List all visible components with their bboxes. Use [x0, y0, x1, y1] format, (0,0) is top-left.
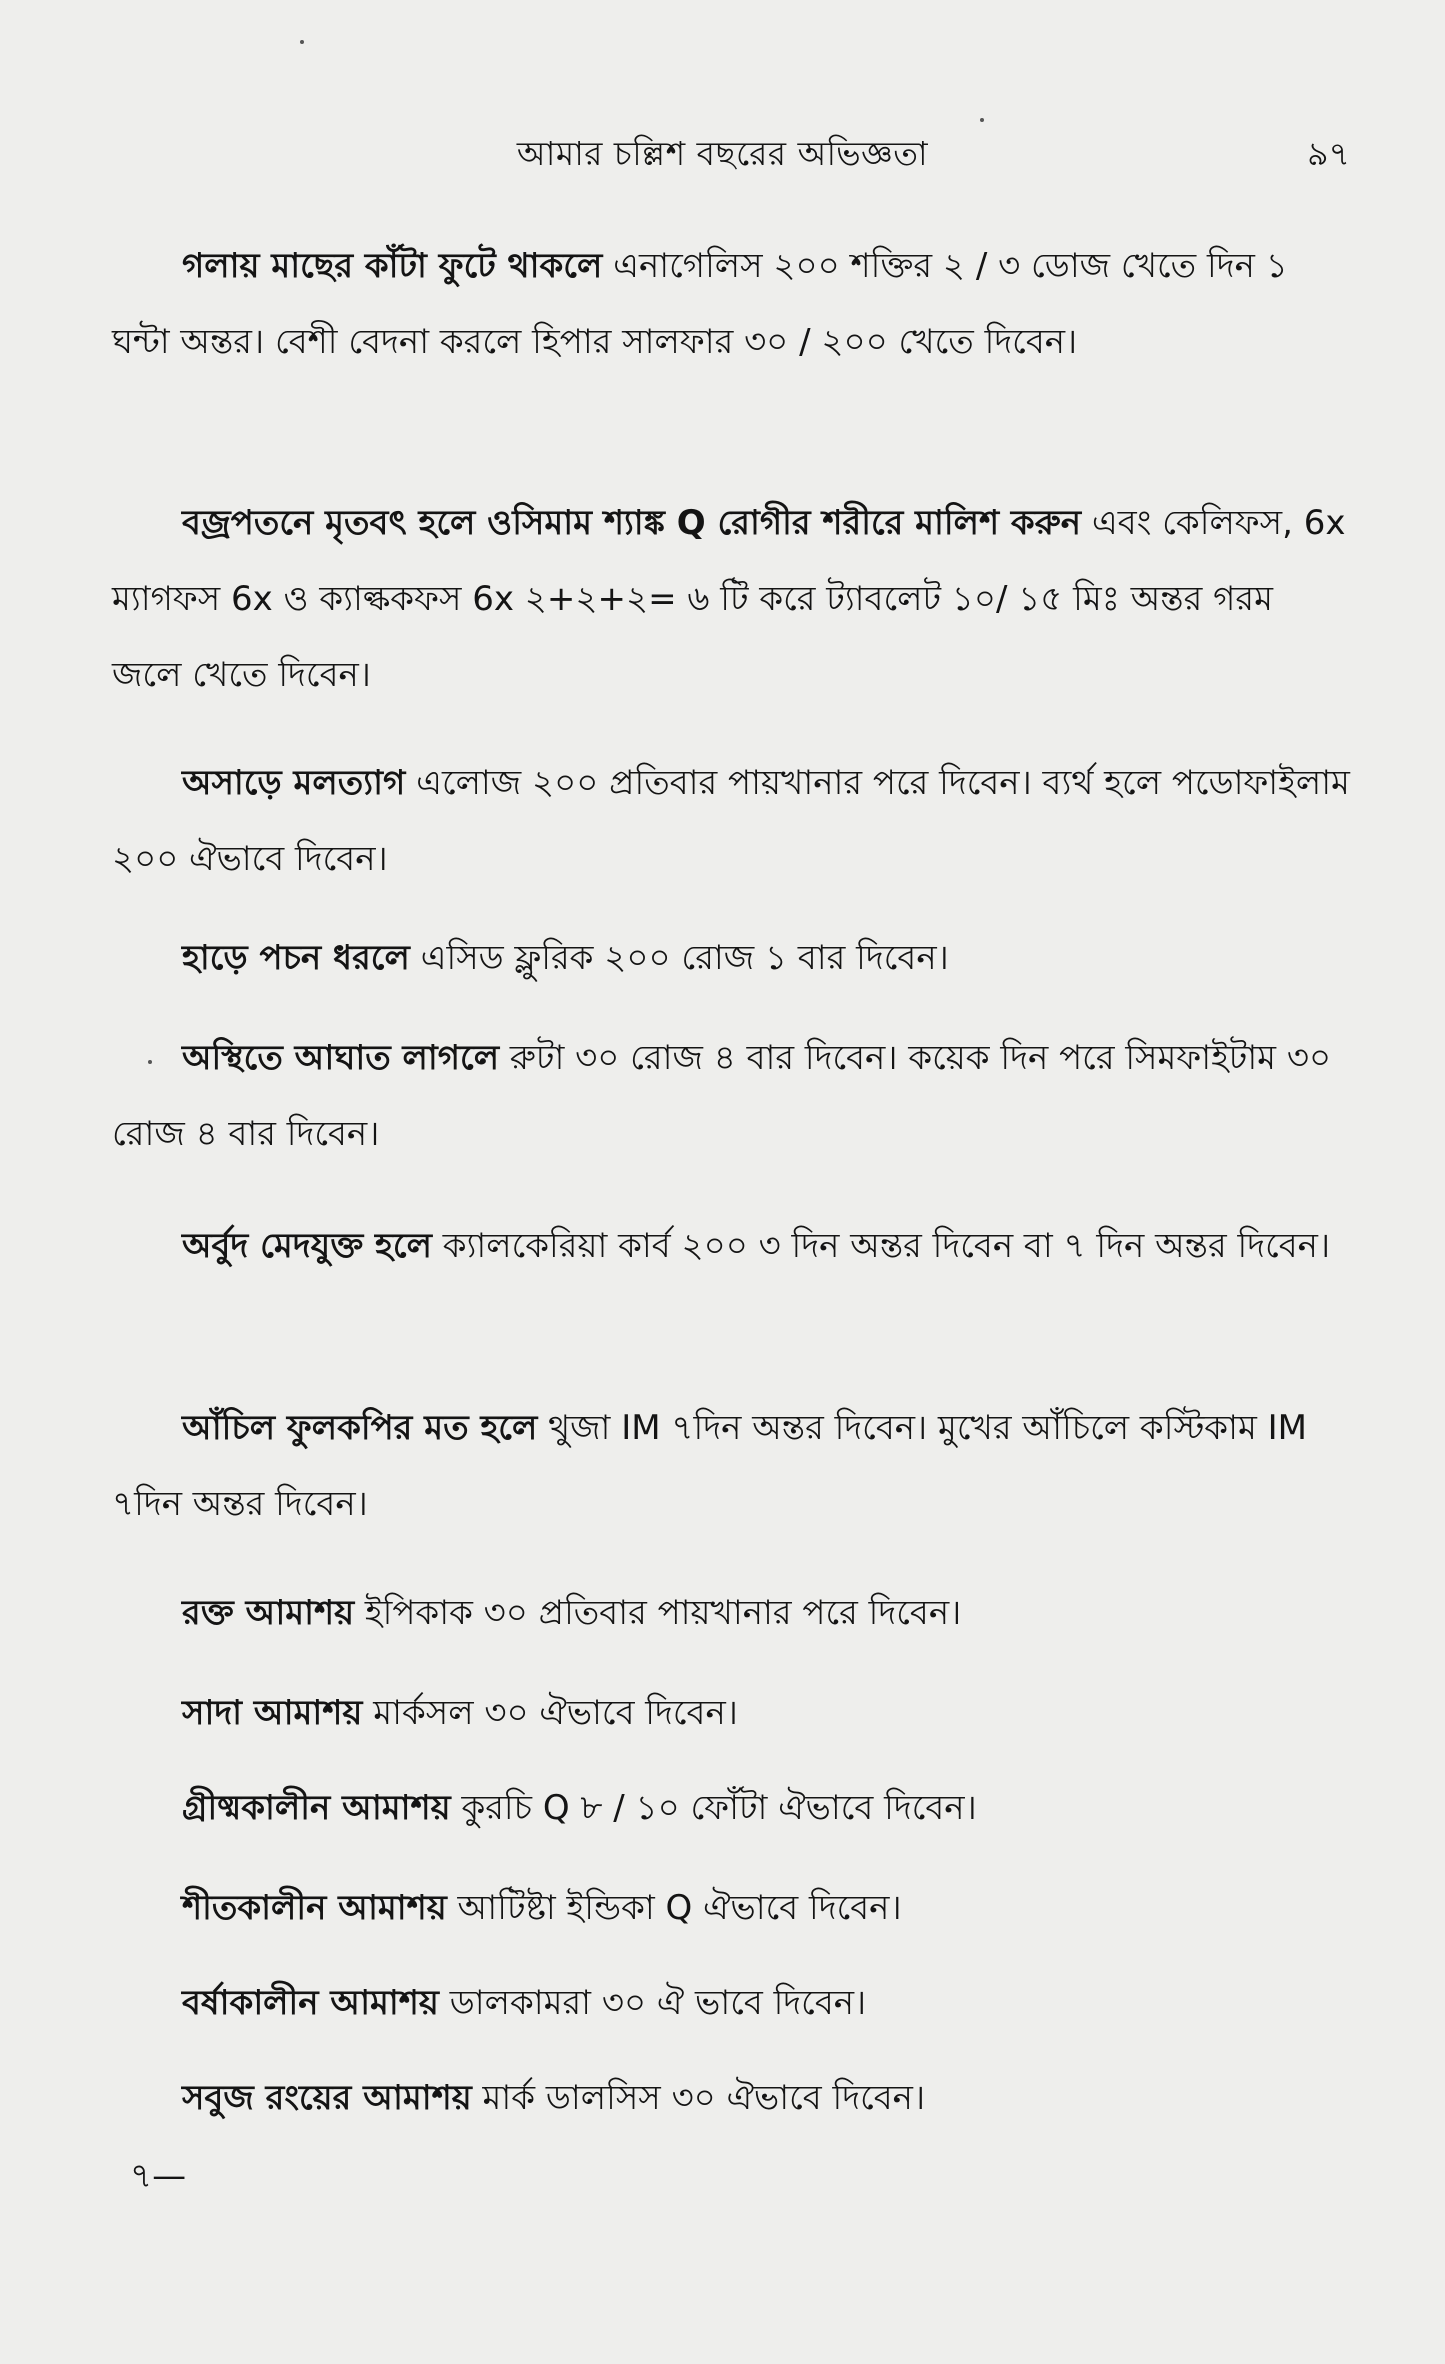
paragraph-lead: অসাড়ে মলত্যাগ	[182, 763, 406, 803]
paragraph-text: থুজা IM ৭দিন অন্তর দিবেন। মুখের আঁচিলে কস্টিকাম IM ৭দিন অন্তর দিবেন।	[112, 1408, 1308, 1524]
paper-speck	[980, 118, 984, 122]
paragraph-fish-bone	[112, 228, 1352, 380]
paragraph-text: এনাগেলিস ২০০ শক্তির ২ / ৩ ডোজ খেতে দিন ১ ঘন্টা অন্তর। বেশী বেদনা করলে হিপার সালফার ৩০ / ২০০ খেতে দিবেন।	[112, 246, 1288, 362]
paragraph-lead: গ্রীষ্মকালীন আমাশয়	[182, 1788, 451, 1828]
paragraph-lead: গলায় মাছের কাঁটা ফুটে থাকলে	[182, 246, 603, 286]
paragraph-text: এবং কেলিফস, 6x ম্যাগফস 6x ও ক্যাল্ককফস 6x ২+২+২= ৬ টি করে ট্যাবলেট ১০/ ১৫ মিঃ অন্তর গরম জলে খেতে দিবেন।	[112, 503, 1346, 695]
paragraph-wart	[112, 1390, 1352, 1542]
paragraph-white-dysentery	[112, 1675, 1352, 1751]
running-header-title: আমার চল্লিশ বছরের অভিজ্ঞতা	[516, 134, 929, 173]
paragraph-winter-dysentery	[112, 1870, 1352, 1946]
paragraph-lead: সবুজ রংয়ের আমাশয়	[182, 2078, 472, 2118]
paragraph-lead: হাড়ে পচন ধরলে	[182, 938, 410, 978]
paragraph-text: এলোজ ২০০ প্রতিবার পায়খানার পরে দিবেন। ব্যর্থ হলে পডোফাইলাম ২০০ ঐভাবে দিবেন।	[112, 763, 1350, 879]
paragraph-text: কুরচি Q ৮ / ১০ ফোঁটা ঐভাবে দিবেন।	[450, 1788, 977, 1828]
paragraph-lead: বজ্রপতনে মৃতবৎ হলে ওসিমাম শ্যাঙ্ক Q রোগীর শরীরে মালিশ করুন	[182, 503, 1082, 543]
paragraph-tumor	[112, 1208, 1352, 1284]
paper-speck	[148, 1060, 152, 1064]
paragraph-lead: বর্ষাকালীন আমাশয়	[182, 1983, 439, 2023]
paragraph-bone-injury	[112, 1020, 1352, 1172]
paragraph-lead: অস্থিতে আঘাত লাগলে	[182, 1038, 500, 1078]
paragraph-lead: আঁচিল ফুলকপির মত হলে	[182, 1408, 538, 1448]
paragraph-lead: রক্ত আমাশয়	[182, 1593, 355, 1633]
paragraph-summer-dysentery	[112, 1770, 1352, 1846]
paragraph-text: আটিষ্টা ইন্ডিকা Q ঐভাবে দিবেন।	[446, 1888, 902, 1928]
page-number: ৯৭	[1307, 134, 1350, 173]
paragraph-lead: অর্বুদ মেদযুক্ত হলে	[182, 1226, 432, 1266]
footer-signature-mark: ৭—	[130, 2156, 187, 2196]
paragraph-text: মার্ক ডালসিস ৩০ ঐভাবে দিবেন।	[471, 2078, 926, 2118]
paper-speck	[300, 40, 304, 44]
paragraph-text: রুটা ৩০ রোজ ৪ বার দিবেন। কয়েক দিন পরে সিমফাইটাম ৩০ রোজ ৪ বার দিবেন।	[112, 1038, 1332, 1154]
paragraph-lightning	[112, 485, 1352, 713]
paragraph-lead: শীতকালীন আমাশয়	[182, 1888, 447, 1928]
paragraph-green-dysentery	[112, 2060, 1352, 2136]
paragraph-blood-dysentery	[112, 1575, 1352, 1651]
paragraph-monsoon-dysentery	[112, 1965, 1352, 2041]
paragraph-text: এসিড ফ্লুরিক ২০০ রোজ ১ বার দিবেন।	[409, 938, 949, 978]
paragraph-bone-decay	[112, 920, 1352, 996]
paragraph-lead: সাদা আমাশয়	[182, 1693, 363, 1733]
paragraph-incontinence	[112, 745, 1352, 897]
paragraph-text: মার্কসল ৩০ ঐভাবে দিবেন।	[362, 1693, 738, 1733]
paragraph-text: ক্যালকেরিয়া কার্ব ২০০ ৩ দিন অন্তর দিবেন বা ৭ দিন অন্তর দিবেন।	[431, 1226, 1331, 1266]
paragraph-text: ডালকামরা ৩০ ঐ ভাবে দিবেন।	[438, 1983, 867, 2023]
paragraph-text: ইপিকাক ৩০ প্রতিবার পায়খানার পরে দিবেন।	[354, 1593, 962, 1633]
